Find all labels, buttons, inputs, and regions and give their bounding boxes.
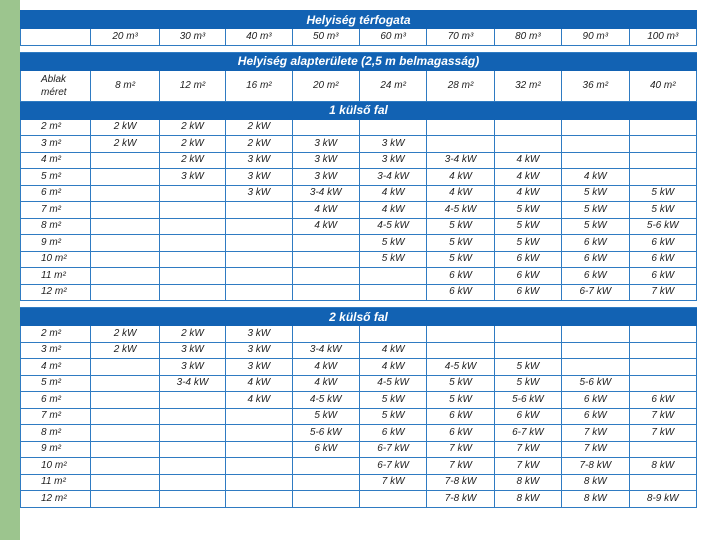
power-cell	[292, 119, 359, 136]
power-cell: 7 kW	[427, 441, 494, 458]
table-row	[21, 136, 697, 153]
area-value-cell: 32 m²	[494, 70, 561, 101]
power-cell: 8-9 kW	[629, 491, 697, 508]
power-cell: 6 kW	[562, 392, 629, 409]
power-cell	[226, 491, 292, 508]
window-size-cell: 8 m²	[21, 425, 91, 442]
window-size-cell: 7 m²	[21, 202, 91, 219]
power-cell: 7 kW	[359, 474, 426, 491]
power-cell	[226, 202, 292, 219]
power-cell: 3 kW	[226, 342, 292, 359]
power-cell	[562, 119, 629, 136]
power-cell: 7-8 kW	[427, 491, 494, 508]
power-cell: 8 kW	[629, 458, 697, 475]
power-cell: 6-7 kW	[494, 425, 561, 442]
power-cell	[629, 359, 697, 376]
power-cell	[91, 268, 159, 285]
power-cell: 8 kW	[562, 474, 629, 491]
power-cell	[159, 491, 225, 508]
power-cell	[91, 392, 159, 409]
power-cell	[91, 425, 159, 442]
heating-power-table	[20, 10, 697, 508]
area-header-band	[21, 52, 697, 70]
power-cell: 2 kW	[91, 342, 159, 359]
spacer-cell	[21, 301, 697, 308]
power-cell	[159, 284, 225, 301]
power-cell: 6 kW	[494, 268, 561, 285]
power-cell: 6 kW	[562, 235, 629, 252]
power-cell	[226, 251, 292, 268]
power-cell: 4-5 kW	[359, 218, 426, 235]
power-cell: 6 kW	[562, 408, 629, 425]
power-cell: 7 kW	[629, 284, 697, 301]
power-cell: 8 kW	[562, 491, 629, 508]
power-cell: 6 kW	[427, 268, 494, 285]
power-cell	[91, 251, 159, 268]
window-size-cell: 3 m²	[21, 136, 91, 153]
power-cell: 3-4 kW	[427, 152, 494, 169]
power-cell: 3 kW	[292, 136, 359, 153]
power-cell	[494, 326, 561, 343]
power-cell: 6 kW	[494, 284, 561, 301]
power-cell	[91, 375, 159, 392]
power-cell: 5-6 kW	[562, 375, 629, 392]
power-cell: 7 kW	[562, 425, 629, 442]
area-values-row	[21, 70, 697, 101]
window-size-cell: 11 m²	[21, 474, 91, 491]
power-cell	[427, 119, 494, 136]
power-cell	[629, 119, 697, 136]
power-cell: 4 kW	[427, 169, 494, 186]
spacer-row	[21, 45, 697, 52]
power-cell	[91, 218, 159, 235]
window-size-cell: 4 m²	[21, 359, 91, 376]
power-cell: 2 kW	[226, 136, 292, 153]
heating-power-table-page	[20, 10, 697, 508]
power-cell: 4 kW	[562, 169, 629, 186]
volume-value-cell: 30 m³	[159, 29, 225, 46]
power-cell	[91, 359, 159, 376]
power-cell: 4-5 kW	[427, 202, 494, 219]
power-cell	[159, 441, 225, 458]
power-cell: 5 kW	[562, 202, 629, 219]
power-cell: 2 kW	[91, 119, 159, 136]
power-cell	[629, 169, 697, 186]
power-cell: 4-5 kW	[359, 375, 426, 392]
table-row	[21, 474, 697, 491]
power-cell: 6 kW	[562, 251, 629, 268]
power-cell	[91, 458, 159, 475]
power-cell	[427, 136, 494, 153]
power-cell: 5 kW	[427, 251, 494, 268]
table-row	[21, 491, 697, 508]
power-cell: 4 kW	[292, 202, 359, 219]
power-cell: 3 kW	[292, 169, 359, 186]
power-cell	[91, 491, 159, 508]
power-cell: 6-7 kW	[359, 458, 426, 475]
power-cell	[226, 425, 292, 442]
power-cell: 6 kW	[629, 235, 697, 252]
power-cell	[359, 326, 426, 343]
volume-value-cell: 50 m³	[292, 29, 359, 46]
power-cell: 4 kW	[427, 185, 494, 202]
table-row	[21, 342, 697, 359]
power-cell	[226, 474, 292, 491]
power-cell: 5 kW	[359, 408, 426, 425]
power-cell	[629, 136, 697, 153]
power-cell	[292, 268, 359, 285]
window-size-label-line1: Ablak	[41, 73, 67, 85]
power-cell: 5 kW	[427, 392, 494, 409]
power-cell	[159, 235, 225, 252]
power-cell	[91, 284, 159, 301]
power-cell	[159, 392, 225, 409]
power-cell: 7 kW	[629, 408, 697, 425]
window-size-cell: 12 m²	[21, 284, 91, 301]
power-cell: 3 kW	[226, 169, 292, 186]
power-cell: 5 kW	[359, 235, 426, 252]
power-cell	[562, 342, 629, 359]
power-cell: 5 kW	[494, 375, 561, 392]
volume-value-cell: 90 m³	[562, 29, 629, 46]
window-size-cell: 9 m²	[21, 441, 91, 458]
power-cell: 5 kW	[494, 202, 561, 219]
power-cell: 3 kW	[159, 359, 225, 376]
spacer-cell	[21, 45, 697, 52]
power-cell: 4-5 kW	[292, 392, 359, 409]
power-cell	[359, 268, 426, 285]
power-cell	[562, 326, 629, 343]
power-cell: 4-5 kW	[427, 359, 494, 376]
power-cell: 6 kW	[427, 408, 494, 425]
power-cell	[629, 152, 697, 169]
table-row	[21, 359, 697, 376]
area-value-cell: 36 m²	[562, 70, 629, 101]
power-cell	[159, 218, 225, 235]
table-row	[21, 251, 697, 268]
power-cell: 5 kW	[427, 235, 494, 252]
power-cell: 3 kW	[359, 136, 426, 153]
power-cell: 2 kW	[91, 326, 159, 343]
power-cell: 6 kW	[629, 251, 697, 268]
area-value-cell: 16 m²	[226, 70, 292, 101]
area-value-cell: 20 m²	[292, 70, 359, 101]
area-value-cell: 8 m²	[91, 70, 159, 101]
area-value-cell: 28 m²	[427, 70, 494, 101]
power-cell	[91, 169, 159, 186]
volume-value-cell: 80 m³	[494, 29, 561, 46]
power-cell: 5 kW	[562, 218, 629, 235]
power-cell	[226, 284, 292, 301]
power-cell	[629, 375, 697, 392]
volume-value-cell: 20 m³	[91, 29, 159, 46]
power-cell	[292, 491, 359, 508]
power-cell	[629, 326, 697, 343]
section-1-band-title: 1 külső fal	[21, 101, 697, 119]
power-cell: 3-4 kW	[159, 375, 225, 392]
window-size-cell: 3 m²	[21, 342, 91, 359]
volume-header-band	[21, 11, 697, 29]
power-cell	[91, 408, 159, 425]
power-cell: 6 kW	[427, 425, 494, 442]
power-cell: 4 kW	[359, 359, 426, 376]
left-decorative-strip	[0, 0, 20, 540]
window-size-cell: 9 m²	[21, 235, 91, 252]
spacer-row	[21, 301, 697, 308]
window-size-cell: 5 m²	[21, 169, 91, 186]
power-cell: 5 kW	[359, 251, 426, 268]
power-cell	[91, 441, 159, 458]
power-cell: 7 kW	[427, 458, 494, 475]
power-cell: 5-6 kW	[292, 425, 359, 442]
power-cell: 6-7 kW	[359, 441, 426, 458]
power-cell: 3 kW	[159, 342, 225, 359]
table-row	[21, 218, 697, 235]
power-cell: 5 kW	[427, 218, 494, 235]
window-size-label-line2: méret	[41, 86, 67, 98]
power-cell	[159, 268, 225, 285]
power-cell: 3 kW	[226, 326, 292, 343]
power-cell	[629, 441, 697, 458]
table-row	[21, 458, 697, 475]
power-cell: 4 kW	[292, 218, 359, 235]
power-cell: 6 kW	[494, 251, 561, 268]
power-cell	[226, 235, 292, 252]
power-cell: 5 kW	[494, 218, 561, 235]
power-cell: 7 kW	[494, 441, 561, 458]
table-row	[21, 185, 697, 202]
power-cell: 6 kW	[359, 425, 426, 442]
power-cell: 2 kW	[226, 119, 292, 136]
window-size-cell: 2 m²	[21, 326, 91, 343]
table-row	[21, 169, 697, 186]
power-cell: 8 kW	[494, 491, 561, 508]
power-cell: 3 kW	[159, 169, 225, 186]
table-row	[21, 235, 697, 252]
table-row	[21, 152, 697, 169]
volume-value-cell: 60 m³	[359, 29, 426, 46]
power-cell: 3 kW	[226, 359, 292, 376]
table-row	[21, 326, 697, 343]
window-size-cell: 11 m²	[21, 268, 91, 285]
power-cell: 8 kW	[494, 474, 561, 491]
power-cell: 5 kW	[292, 408, 359, 425]
power-cell	[159, 408, 225, 425]
power-cell: 4 kW	[494, 169, 561, 186]
power-cell	[159, 185, 225, 202]
power-cell	[226, 268, 292, 285]
power-cell: 4 kW	[494, 152, 561, 169]
volume-header-band-title: Helyiség térfogata	[21, 11, 697, 29]
power-cell: 4 kW	[359, 342, 426, 359]
power-cell	[91, 152, 159, 169]
power-cell: 3 kW	[226, 152, 292, 169]
power-cell	[226, 441, 292, 458]
power-cell: 3 kW	[359, 152, 426, 169]
power-cell	[159, 425, 225, 442]
power-cell: 5 kW	[629, 202, 697, 219]
volume-values-row	[21, 29, 697, 46]
area-value-cell: 40 m²	[629, 70, 697, 101]
power-cell	[494, 342, 561, 359]
power-cell	[359, 119, 426, 136]
power-cell: 6 kW	[629, 268, 697, 285]
power-cell	[91, 202, 159, 219]
power-cell	[629, 342, 697, 359]
power-cell	[292, 235, 359, 252]
power-cell	[159, 202, 225, 219]
power-cell: 7-8 kW	[427, 474, 494, 491]
window-size-corner-cell	[21, 70, 91, 101]
table-row	[21, 284, 697, 301]
power-cell: 7 kW	[494, 458, 561, 475]
power-cell: 5-6 kW	[629, 218, 697, 235]
volume-value-cell: 70 m³	[427, 29, 494, 46]
power-cell: 7-8 kW	[562, 458, 629, 475]
table-row	[21, 268, 697, 285]
table-row	[21, 408, 697, 425]
power-cell: 3-4 kW	[359, 169, 426, 186]
window-size-cell: 10 m²	[21, 251, 91, 268]
window-size-cell: 8 m²	[21, 218, 91, 235]
section-2-band	[21, 308, 697, 326]
power-cell	[562, 136, 629, 153]
power-cell: 4 kW	[494, 185, 561, 202]
table-row	[21, 202, 697, 219]
power-cell: 2 kW	[159, 136, 225, 153]
window-size-cell: 12 m²	[21, 491, 91, 508]
power-cell: 4 kW	[226, 392, 292, 409]
area-header-band-title: Helyiség alapterülete (2,5 m belmagasság)	[21, 52, 697, 70]
power-cell: 6 kW	[494, 408, 561, 425]
power-cell: 4 kW	[226, 375, 292, 392]
table-row	[21, 441, 697, 458]
power-cell	[427, 342, 494, 359]
power-cell	[359, 491, 426, 508]
power-cell	[292, 474, 359, 491]
power-cell: 6 kW	[629, 392, 697, 409]
power-cell: 4 kW	[292, 359, 359, 376]
power-cell: 2 kW	[159, 119, 225, 136]
power-cell: 7 kW	[562, 441, 629, 458]
window-size-cell: 6 m²	[21, 392, 91, 409]
power-cell	[292, 326, 359, 343]
power-cell	[226, 218, 292, 235]
power-cell: 6 kW	[427, 284, 494, 301]
power-cell	[91, 474, 159, 491]
power-cell: 6 kW	[292, 441, 359, 458]
power-cell	[359, 284, 426, 301]
power-cell	[91, 185, 159, 202]
power-cell: 7 kW	[629, 425, 697, 442]
power-cell: 3-4 kW	[292, 342, 359, 359]
table-row	[21, 425, 697, 442]
power-cell: 5 kW	[494, 359, 561, 376]
power-cell	[562, 152, 629, 169]
power-cell	[159, 474, 225, 491]
power-cell: 5-6 kW	[494, 392, 561, 409]
table-row	[21, 375, 697, 392]
window-size-cell: 5 m²	[21, 375, 91, 392]
section-2-band-title: 2 külső fal	[21, 308, 697, 326]
power-cell	[292, 251, 359, 268]
power-cell: 3-4 kW	[292, 185, 359, 202]
window-size-cell: 10 m²	[21, 458, 91, 475]
power-cell: 2 kW	[159, 152, 225, 169]
power-cell	[427, 326, 494, 343]
power-cell: 3 kW	[292, 152, 359, 169]
area-value-cell: 24 m²	[359, 70, 426, 101]
power-cell	[292, 458, 359, 475]
window-size-cell: 6 m²	[21, 185, 91, 202]
power-cell: 5 kW	[494, 235, 561, 252]
window-size-cell: 2 m²	[21, 119, 91, 136]
power-cell: 3 kW	[226, 185, 292, 202]
power-cell: 5 kW	[359, 392, 426, 409]
power-cell	[159, 458, 225, 475]
volume-corner-cell	[21, 29, 91, 46]
power-cell: 2 kW	[159, 326, 225, 343]
power-cell	[91, 235, 159, 252]
table-row	[21, 392, 697, 409]
power-cell: 5 kW	[629, 185, 697, 202]
section-1-band	[21, 101, 697, 119]
power-cell: 6-7 kW	[562, 284, 629, 301]
window-size-cell: 7 m²	[21, 408, 91, 425]
power-cell: 4 kW	[359, 185, 426, 202]
power-cell	[226, 408, 292, 425]
power-cell: 6 kW	[562, 268, 629, 285]
volume-value-cell: 100 m³	[629, 29, 697, 46]
power-cell	[629, 474, 697, 491]
table-row	[21, 119, 697, 136]
power-cell: 4 kW	[292, 375, 359, 392]
power-cell	[494, 136, 561, 153]
window-size-cell: 4 m²	[21, 152, 91, 169]
volume-value-cell: 40 m³	[226, 29, 292, 46]
power-cell	[292, 284, 359, 301]
power-cell	[562, 359, 629, 376]
power-cell	[494, 119, 561, 136]
area-value-cell: 12 m²	[159, 70, 225, 101]
power-cell: 5 kW	[427, 375, 494, 392]
power-cell: 2 kW	[91, 136, 159, 153]
power-cell: 5 kW	[562, 185, 629, 202]
power-cell	[226, 458, 292, 475]
power-cell	[159, 251, 225, 268]
power-cell: 4 kW	[359, 202, 426, 219]
